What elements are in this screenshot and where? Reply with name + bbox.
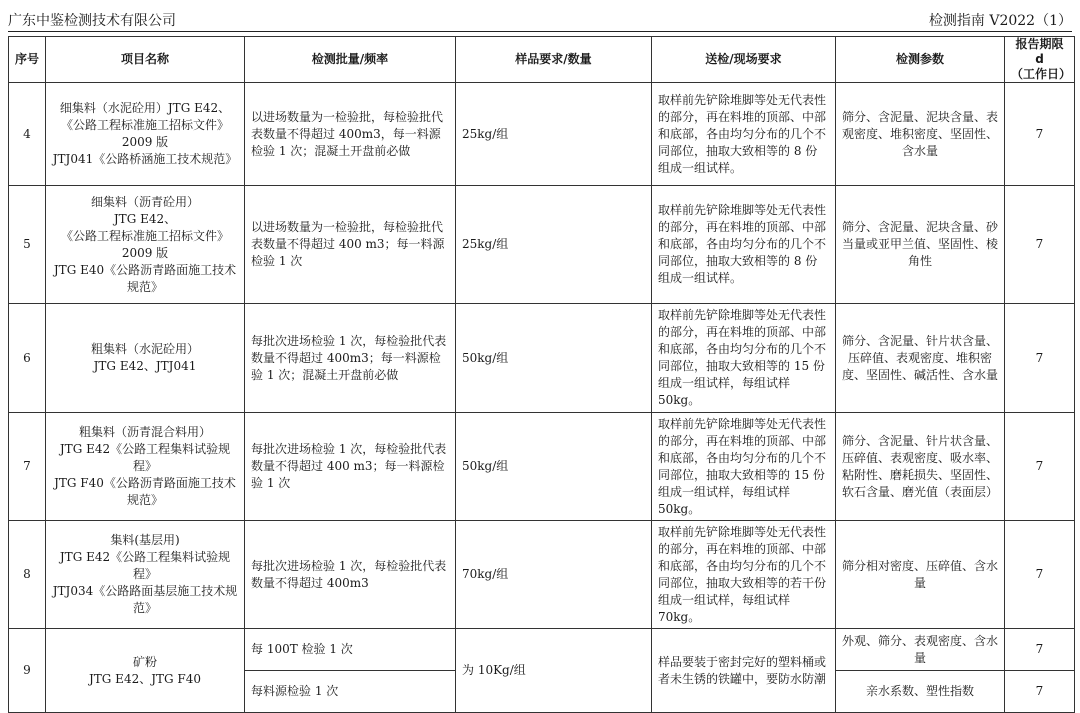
row-batch: 以进场数量为一检验批，每检验批代表数量不得超过 400 m3；每一料源检验 1 次 [245,186,456,304]
row-deadline: 7 [1005,304,1075,413]
row-delivery: 取样前先铲除堆脚等处无代表性的部分，再在料堆的顶部、中部和底部，各由均匀分布的几个不同部位，抽取大致相等的 15 份组成一组试样，每组试样 50kg。 [652,304,836,413]
company-name: 广东中鉴检测技术有限公司 [8,13,176,29]
table-row [9,413,1075,521]
row-sample: 50kg/组 [456,413,652,521]
row-seq: 5 [9,186,46,304]
col-batch: 检测批量/频率 [245,37,456,83]
col-params: 检测参数 [836,37,1005,83]
row-delivery: 取样前先铲除堆脚等处无代表性的部分，再在料堆的顶部、中部和底部，各由均匀分布的几个不同部位，抽取大致相等的若干份组成一组试样，每组试样 70kg。 [652,521,836,629]
table-row [9,521,1075,629]
row-sample: 25kg/组 [456,186,652,304]
row-params: 筛分、含泥量、泥块含量、砂当量或亚甲兰值、坚固性、棱角性 [836,186,1005,304]
row-delivery: 取样前先铲除堆脚等处无代表性的部分，再在料堆的顶部、中部和底部，各由均匀分布的几个不同部位，抽取大致相等的 8 份组成一组试样。 [652,186,836,304]
table-header-row [9,37,1075,83]
table-row [9,629,1075,671]
row-params: 亲水系数、塑性指数 [836,671,1005,713]
col-name: 项目名称 [46,37,245,83]
row-deadline: 7 [1005,671,1075,713]
row-name: 粗集料（水泥砼用） JTG E42、JTJ041 [46,304,245,413]
row-deadline: 7 [1005,186,1075,304]
col-deadline: 报告期限 d （工作日） [1005,37,1075,83]
row-delivery: 样品要装于密封完好的塑料桶或者未生锈的铁罐中，要防水防潮 [652,629,836,713]
row-seq: 4 [9,83,46,186]
row-delivery: 取样前先铲除堆脚等处无代表性的部分，再在料堆的顶部、中部和底部，各由均匀分布的几个不同部位，抽取大致相等的 15 份组成一组试样，每组试样 50kg。 [652,413,836,521]
table-row [9,186,1075,304]
row-params: 外观、筛分、表观密度、含水量 [836,629,1005,671]
row-params: 筛分相对密度、压碎值、含水量 [836,521,1005,629]
row-batch: 每 100T 检验 1 次 [245,629,456,671]
document-version: 检测指南 V2022（1） [928,13,1072,29]
inspection-table [8,36,1075,713]
row-deadline: 7 [1005,413,1075,521]
row-seq: 7 [9,413,46,521]
row-seq: 9 [9,629,46,713]
row-batch: 每料源检验 1 次 [245,671,456,713]
row-sample: 50kg/组 [456,304,652,413]
row-deadline: 7 [1005,83,1075,186]
row-sample: 为 10Kg/组 [456,629,652,713]
row-sample: 25kg/组 [456,83,652,186]
row-batch: 每批次进场检验 1 次，每检验批代表数量不得超过 400m3；每一料源检验 1 次；混凝土开盘前必做 [245,304,456,413]
col-sample: 样品要求/数量 [456,37,652,83]
col-seq: 序号 [9,37,46,83]
row-params: 筛分、含泥量、泥块含量、表观密度、堆积密度、坚固性、含水量 [836,83,1005,186]
row-params: 筛分、含泥量、针片状含量、压碎值、表观密度、吸水率、粘附性、磨耗损失、坚固性、软石含量、磨光值（表面层） [836,413,1005,521]
row-sample: 70kg/组 [456,521,652,629]
row-name: 粗集料（沥青混合料用） JTG E42《公路工程集料试验规程》 JTG F40《公路沥青路面施工技术规范》 [46,413,245,521]
row-batch: 每批次进场检验 1 次，每检验批代表数量不得超过 400 m3；每一料源检验 1 次 [245,413,456,521]
table-row [9,304,1075,413]
row-seq: 6 [9,304,46,413]
col-delivery: 送检/现场要求 [652,37,836,83]
row-batch: 每批次进场检验 1 次，每检验批代表数量不得超过 400m3 [245,521,456,629]
row-deadline: 7 [1005,629,1075,671]
row-name: 细集料（沥青砼用） JTG E42、 《公路工程标准施工招标文件》 2009 版 JTG E40《公路沥青路面施工技术规范》 [46,186,245,304]
page-header [8,8,1072,30]
header-rule [8,31,1072,32]
row-delivery: 取样前先铲除堆脚等处无代表性的部分，再在料堆的顶部、中部和底部，各由均匀分布的几个不同部位，抽取大致相等的 8 份组成一组试样。 [652,83,836,186]
table-row [9,83,1075,186]
row-name: 集料(基层用) JTG E42《公路工程集料试验规程》 JTJ034《公路路面基层施工技术规范》 [46,521,245,629]
row-batch: 以进场数量为一检验批，每检验批代表数量不得超过 400m3，每一料源检验 1 次；混凝土开盘前必做 [245,83,456,186]
row-seq: 8 [9,521,46,629]
row-name: 细集料（水泥砼用）JTG E42、 《公路工程标准施工招标文件》 2009 版 JTJ041《公路桥涵施工技术规范》 [46,83,245,186]
row-name: 矿粉 JTG E42、JTG F40 [46,629,245,713]
row-params: 筛分、含泥量、针片状含量、压碎值、表观密度、堆积密度、坚固性、碱活性、含水量 [836,304,1005,413]
row-deadline: 7 [1005,521,1075,629]
